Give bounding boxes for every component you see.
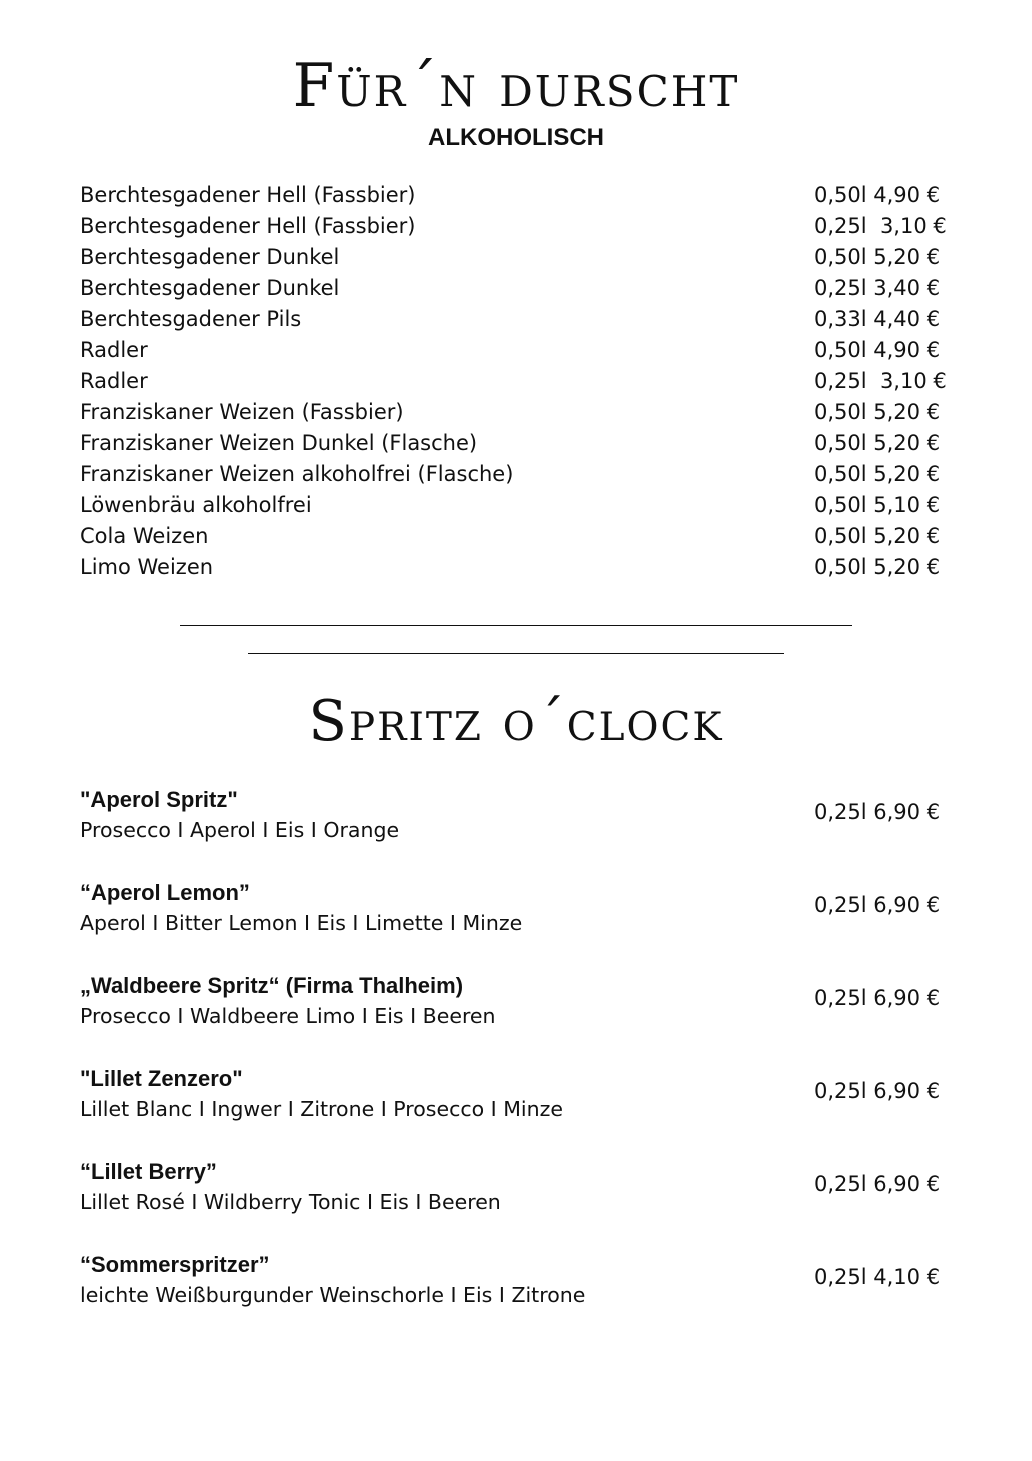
item-name: Limo Weizen	[80, 555, 214, 579]
list-item	[80, 397, 940, 428]
item-price: 0,50l 5,20 €	[814, 462, 941, 486]
drink-description: leichte Weißburgunder Weinschorle I Eis I Zitrone	[80, 1283, 586, 1307]
divider-line	[180, 625, 852, 626]
spritz-list	[80, 785, 940, 1343]
drink-name: “Lillet Berry”	[80, 1159, 217, 1184]
list-item	[80, 785, 940, 878]
list-item	[80, 878, 940, 971]
item-price: 0,25l 3,40 €	[814, 276, 941, 300]
item-name: Cola Weizen	[80, 524, 209, 548]
item-name: Berchtesgadener Hell (Fassbier)	[80, 183, 416, 207]
section-title-spritz: Spritz o´clock	[308, 689, 724, 754]
list-item	[80, 1157, 940, 1250]
section-title-beer: Für´n durscht	[292, 51, 740, 121]
list-item	[80, 1064, 940, 1157]
list-item	[80, 552, 940, 583]
list-item	[80, 211, 947, 242]
beer-list	[80, 180, 947, 583]
item-price: 0,50l 5,20 €	[814, 431, 941, 455]
list-item	[80, 366, 947, 397]
item-price: 0,50l 5,10 €	[814, 493, 941, 517]
drink-description: Prosecco I Waldbeere Limo I Eis I Beeren	[80, 1004, 496, 1028]
list-item	[80, 180, 940, 211]
list-item	[80, 490, 940, 521]
drink-price: 0,25l 6,90 €	[814, 1079, 941, 1103]
drink-name: „Waldbeere Spritz“ (Firma Thalheim)	[80, 973, 464, 998]
divider-line	[248, 653, 784, 654]
list-item	[80, 273, 940, 304]
section-subtitle-alcoholic: ALKOHOLISCH	[428, 124, 604, 151]
drink-price: 0,25l 6,90 €	[814, 800, 941, 824]
item-price: 0,25l 3,10 €	[814, 214, 947, 238]
list-item	[80, 242, 940, 273]
list-item	[80, 304, 940, 335]
item-name: Franziskaner Weizen Dunkel (Flasche)	[80, 431, 478, 455]
drink-price: 0,25l 6,90 €	[814, 1172, 941, 1196]
drink-name: “Sommerspritzer”	[80, 1252, 270, 1277]
list-item	[80, 521, 940, 552]
list-item	[80, 335, 940, 366]
list-item	[80, 971, 940, 1064]
drink-price: 0,25l 6,90 €	[814, 893, 941, 917]
item-price: 0,50l 4,90 €	[814, 338, 941, 362]
drink-name: “Aperol Lemon”	[80, 880, 250, 905]
drink-name: "Aperol Spritz"	[80, 787, 238, 812]
drink-price: 0,25l 6,90 €	[814, 986, 941, 1010]
drink-description: Aperol I Bitter Lemon I Eis I Limette I Minze	[80, 911, 523, 935]
item-name: Franziskaner Weizen alkoholfrei (Flasche)	[80, 462, 514, 486]
item-price: 0,50l 5,20 €	[814, 524, 941, 548]
item-price: 0,33l 4,40 €	[814, 307, 941, 331]
item-name: Berchtesgadener Pils	[80, 307, 302, 331]
list-item	[80, 459, 940, 490]
item-name: Franziskaner Weizen (Fassbier)	[80, 400, 404, 424]
drink-description: Prosecco I Aperol I Eis I Orange	[80, 818, 400, 842]
item-name: Berchtesgadener Dunkel	[80, 245, 340, 269]
item-name: Radler	[80, 369, 148, 393]
drink-price: 0,25l 4,10 €	[814, 1265, 941, 1289]
item-name: Radler	[80, 338, 148, 362]
item-price: 0,25l 3,10 €	[814, 369, 947, 393]
item-price: 0,50l 4,90 €	[814, 183, 941, 207]
list-item	[80, 428, 940, 459]
item-price: 0,50l 5,20 €	[814, 400, 941, 424]
drink-description: Lillet Blanc I Ingwer I Zitrone I Prosecco I Minze	[80, 1097, 563, 1121]
drink-name: "Lillet Zenzero"	[80, 1066, 243, 1091]
item-price: 0,50l 5,20 €	[814, 245, 941, 269]
item-price: 0,50l 5,20 €	[814, 555, 941, 579]
list-item	[80, 1250, 940, 1343]
item-name: Berchtesgadener Hell (Fassbier)	[80, 214, 416, 238]
drink-description: Lillet Rosé I Wildberry Tonic I Eis I Beeren	[80, 1190, 501, 1214]
item-name: Berchtesgadener Dunkel	[80, 276, 340, 300]
item-name: Löwenbräu alkoholfrei	[80, 493, 312, 517]
